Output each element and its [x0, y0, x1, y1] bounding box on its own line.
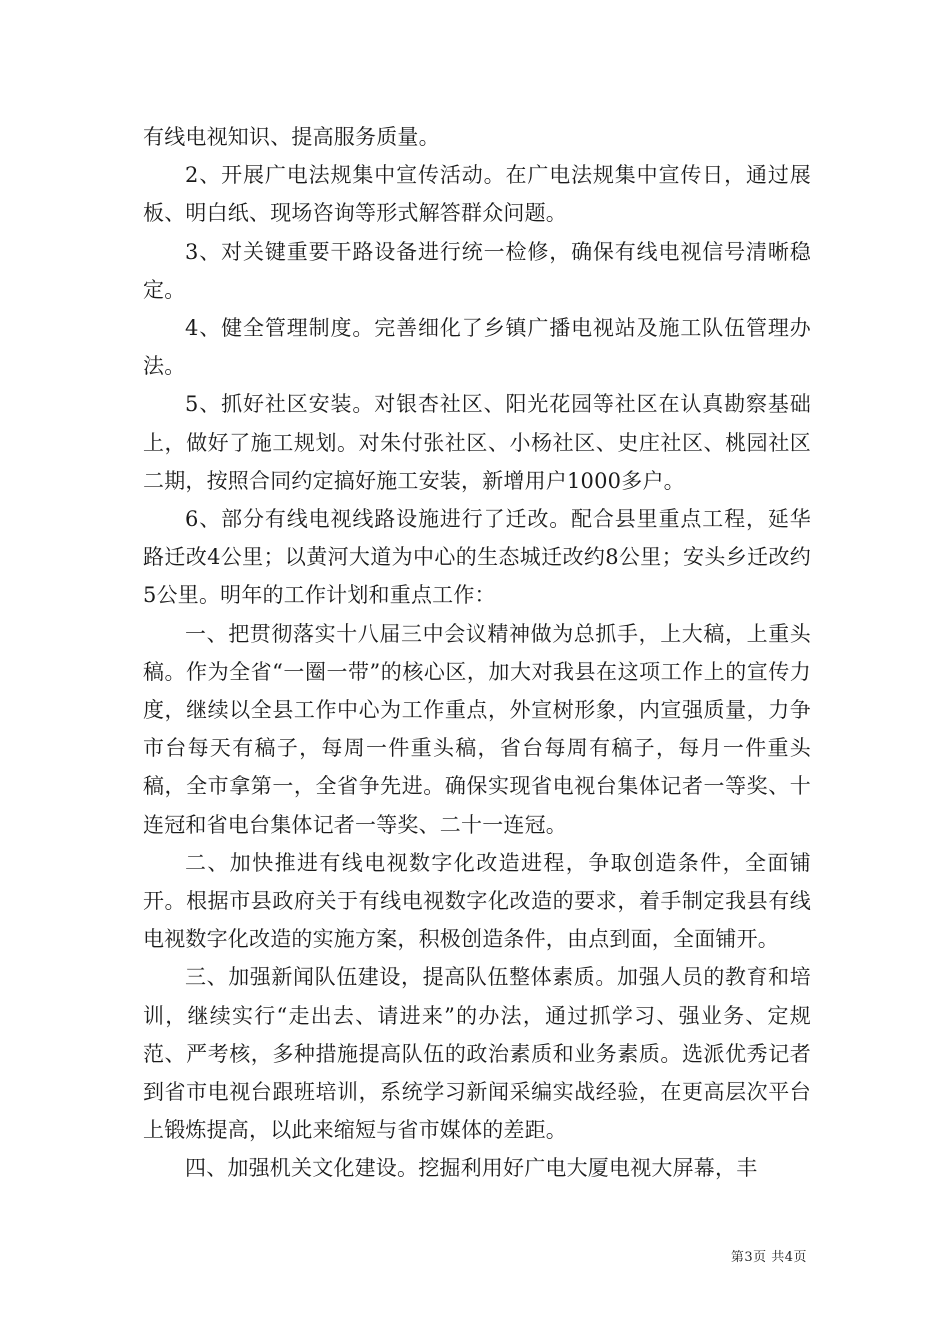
page-number-footer: 第3页 共4页	[730, 1250, 807, 1265]
paragraph-item-4: 4、健全管理制度。完善细化了乡镇广播电视站及施工队伍管理办法。	[143, 316, 811, 379]
paragraph-plan-4: 四、加强机关文化建设。挖掘利用好广电大厦电视大屏幕，丰	[185, 1156, 758, 1181]
paragraph-continuation: 有线电视知识、提高服务质量。	[143, 125, 440, 149]
paragraph-item-2: 2、开展广电法规集中宣传活动。在广电法规集中宣传日，通过展板、明白纸、现场咨询等形式解答群众问题。	[143, 163, 811, 226]
paragraph-plan-2: 二、加快推进有线电视数字化改造进程，争取创造条件，全面铺开。根据市县政府关于有线电视数字化改造的要求，着手制定我县有线电视数字化改造的实施方案，积极创造条件，由点到面，全面铺开。	[143, 850, 811, 952]
paragraph-plan-3: 三、加强新闻队伍建设，提高队伍整体素质。加强人员的教育和培训，继续实行“走出去、请进来”的办法，通过抓学习、强业务、定规范、严考核，多种措施提高队伍的政治素质和业务素质。选派优秀记者到省市电视台跟班培训，系统学习新闻采编实战经验，在更高层次平台上锻炼提高，以此来缩短与省市媒体的差距。	[143, 965, 811, 1143]
document-body	[143, 118, 811, 1188]
paragraph-plan-1: 一、把贯彻落实十八届三中会议精神做为总抓手，上大稿，上重头稿。作为全省“一圈一带”的核心区，加大对我县在这项工作上的宣传力度，继续以全县工作中心为工作重点，外宣树形象，内宣强质量，力争市台每天有稿子，每周一件重头稿，省台每周有稿子，每月一件重头稿，全市拿第一，全省争先进。确保实现省电视台集体记者一等奖、十连冠和省电台集体记者一等奖、二十一连冠。	[143, 621, 811, 837]
paragraph-item-3: 3、对关键重要干路设备进行统一检修，确保有线电视信号清晰稳定。	[143, 239, 811, 302]
paragraph-item-6: 6、部分有线电视线路设施进行了迁改。配合县里重点工程，延华路迁改4公里；以黄河大道为中心的生态城迁改约8公里；安头乡迁改约5公里。明年的工作计划和重点工作：	[143, 507, 811, 608]
paragraph-item-5: 5、抓好社区安装。对银杏社区、阳光花园等社区在认真勘察基础上，做好了施工规划。对朱付张社区、小杨社区、史庄社区、桃园社区二期，按照合同约定搞好施工安装，新增用户1000多户。	[143, 392, 811, 493]
